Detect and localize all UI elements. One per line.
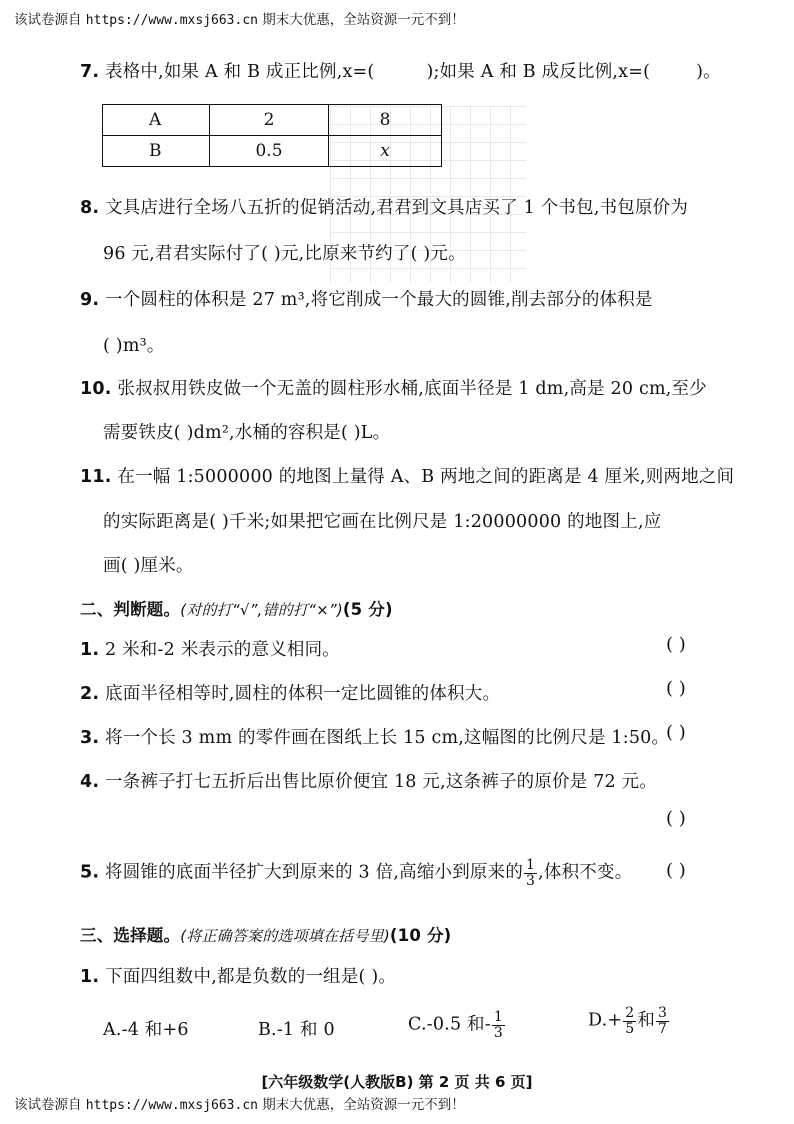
answer-paren[interactable]: ( ) bbox=[666, 634, 686, 655]
judge-item-5 bbox=[80, 858, 632, 888]
option-b[interactable]: B.-1 和 0 bbox=[258, 1020, 335, 1040]
item-text-b: ,体积不变。 bbox=[538, 862, 633, 883]
question-text: 在一幅 1:5000000 的地图上量得 A、B 两地之间的距离是 4 厘米,则两地之间 bbox=[117, 467, 735, 487]
option-a[interactable]: A.-4 和+6 bbox=[103, 1020, 189, 1040]
section-title: 二、判断题。 bbox=[80, 600, 181, 619]
answer-paren[interactable]: ( ) bbox=[666, 722, 686, 743]
item-number: 1. bbox=[80, 640, 100, 660]
question-11-line-1 bbox=[80, 463, 734, 488]
proportion-table bbox=[102, 104, 442, 167]
question-11-line-2: 的实际距离是( )千米;如果把它画在比例尺是 1:20000000 的地图上,应 bbox=[103, 512, 662, 532]
fraction-two-fifths: $\frac{2}{5}$ bbox=[625, 1005, 635, 1037]
question-number: 11. bbox=[80, 467, 112, 487]
question-10-line-2: 需要铁皮( )dm²,水桶的容积是( )L。 bbox=[103, 423, 391, 443]
question-7 bbox=[80, 58, 721, 83]
top-promo-banner bbox=[14, 8, 465, 28]
question-number: 10. bbox=[80, 379, 112, 399]
page-footer-label: [六年级数学(人教版B) 第 2 页 共 6 页] bbox=[261, 1073, 533, 1091]
banner-url-link[interactable]: https://www.mxsj663.cn bbox=[85, 13, 258, 28]
judge-item-2 bbox=[80, 680, 500, 705]
judge-item-4 bbox=[80, 768, 657, 793]
question-8-line-2: 96 元,君君实际付了( )元,比原来节约了( )元。 bbox=[103, 244, 466, 264]
item-text: 将一个长 3 mm 的零件画在图纸上长 15 cm,这幅图的比例尺是 1:50。 bbox=[105, 728, 670, 748]
table-row bbox=[103, 105, 442, 136]
table-cell: 8 bbox=[329, 105, 442, 136]
answer-paren[interactable]: ( ) bbox=[666, 860, 686, 881]
question-9-line-2: ( )m³。 bbox=[103, 336, 165, 356]
section-title: 三、选择题。 bbox=[80, 926, 181, 945]
question-number: 8. bbox=[80, 198, 100, 218]
question-text: 文具店进行全场八五折的促销活动,君君到文具店买了 1 个书包,书包原价为 bbox=[105, 198, 689, 218]
fraction-one-third: $\frac{1}{3}$ bbox=[526, 857, 536, 889]
item-text-a: 将圆锥的底面半径扩大到原来的 3 倍,高缩小到原来的 bbox=[105, 862, 524, 883]
table-cell: B bbox=[103, 136, 210, 167]
option-d-connector: 和 bbox=[637, 1010, 656, 1031]
table-cell: x bbox=[329, 136, 442, 167]
judge-item-1 bbox=[80, 636, 340, 661]
section-note: (将正确答案的选项填在括号里) bbox=[180, 927, 390, 945]
item-number: 4. bbox=[80, 772, 100, 792]
question-text-a: 表格中,如果 A 和 B 成正比例,x=( bbox=[105, 62, 375, 82]
question-8-line-1 bbox=[80, 194, 688, 219]
section-3-heading bbox=[80, 922, 451, 946]
judge-item-3 bbox=[80, 724, 669, 749]
question-text-b: );如果 A 和 B 成反比例,x=( bbox=[426, 62, 651, 82]
table-row bbox=[103, 136, 442, 167]
section-score: (5 分) bbox=[342, 600, 393, 619]
question-number: 9. bbox=[80, 290, 100, 310]
item-number: 2. bbox=[80, 684, 100, 704]
banner-prefix: 该试卷源自 bbox=[14, 1097, 82, 1113]
item-number: 5. bbox=[80, 862, 100, 883]
item-number: 3. bbox=[80, 728, 100, 748]
fraction-one-third: $\frac{1}{3}$ bbox=[493, 1009, 503, 1041]
banner-suffix: 期末大优惠，全站资源一元不到！ bbox=[262, 1097, 465, 1113]
question-text: 张叔叔用铁皮做一个无盖的圆柱形水桶,底面半径是 1 dm,高是 20 cm,至少 bbox=[117, 379, 707, 399]
choice-question-1 bbox=[80, 963, 396, 988]
question-11-line-3: 画( )厘米。 bbox=[103, 556, 194, 576]
question-10-line-1 bbox=[80, 375, 707, 400]
option-c[interactable] bbox=[408, 1010, 506, 1040]
option-c-text: C.-0.5 和- bbox=[408, 1014, 491, 1035]
option-d-text: D.+ bbox=[588, 1010, 623, 1031]
question-text: 一个圆柱的体积是 27 m³,将它削成一个最大的圆锥,削去部分的体积是 bbox=[105, 290, 653, 310]
item-text: 底面半径相等时,圆柱的体积一定比圆锥的体积大。 bbox=[105, 684, 501, 704]
question-text-c: )。 bbox=[696, 62, 721, 82]
table-cell: 2 bbox=[210, 105, 329, 136]
table-cell: A bbox=[103, 105, 210, 136]
question-number: 1. bbox=[80, 967, 100, 987]
item-text: 2 米和-2 米表示的意义相同。 bbox=[105, 640, 341, 660]
banner-url-link[interactable]: https://www.mxsj663.cn bbox=[85, 1098, 258, 1113]
answer-paren[interactable]: ( ) bbox=[666, 678, 686, 699]
fraction-three-sevenths: $\frac{3}{7}$ bbox=[658, 1005, 668, 1037]
table-cell: 0.5 bbox=[210, 136, 329, 167]
section-score: (10 分) bbox=[389, 926, 452, 945]
option-d[interactable] bbox=[588, 1006, 670, 1036]
item-text: 一条裤子打七五折后出售比原价便宜 18 元,这条裤子的原价是 72 元。 bbox=[105, 772, 658, 792]
answer-paren[interactable]: ( ) bbox=[666, 808, 686, 829]
section-2-heading bbox=[80, 596, 393, 620]
banner-suffix: 期末大优惠，全站资源一元不到！ bbox=[262, 12, 465, 28]
question-number: 7. bbox=[80, 62, 100, 82]
question-9-line-1 bbox=[80, 286, 653, 311]
question-text: 下面四组数中,都是负数的一组是( )。 bbox=[105, 967, 397, 987]
banner-prefix: 该试卷源自 bbox=[14, 12, 82, 28]
section-note: (对的打“√”,错的打“×”) bbox=[180, 601, 343, 619]
bottom-promo-banner bbox=[14, 1093, 465, 1113]
